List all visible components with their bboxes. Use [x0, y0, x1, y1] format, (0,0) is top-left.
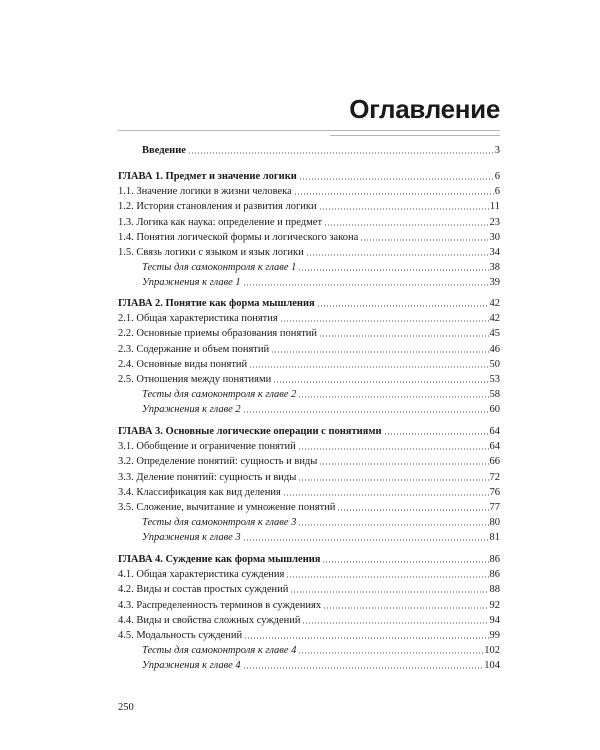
toc-section-1-2-page: 11	[489, 201, 500, 213]
dot-leader	[271, 341, 488, 353]
toc-exercise-2-7-title: Упражнения к главе 2	[142, 404, 241, 416]
dot-leader	[298, 386, 488, 398]
toc-section-1-3[interactable]	[118, 214, 500, 229]
toc-section-1-2[interactable]	[118, 198, 500, 213]
toc-section-1-1-title: 1.1. Значение логики в жизни человека	[118, 186, 292, 198]
dot-leader	[319, 198, 489, 210]
toc-section-1-5[interactable]	[118, 244, 500, 259]
toc-chapter-3[interactable]	[118, 423, 500, 438]
toc-exercise-3-6-title: Тесты для самоконтроля к главе 3	[142, 517, 297, 529]
dot-leader	[317, 295, 489, 307]
toc-chapter-1-page: 6	[494, 171, 500, 182]
dot-leader	[280, 310, 489, 322]
toc-exercise-3-7[interactable]	[118, 529, 500, 544]
toc-section-2-4[interactable]	[118, 356, 500, 371]
toc-section-3-3[interactable]	[118, 469, 500, 484]
toc-section-4-1-title: 4.1. Общая характеристика суждения	[118, 569, 285, 581]
toc-exercise-1-7[interactable]	[118, 274, 500, 289]
dot-leader	[384, 423, 489, 435]
toc-exercise-2-6[interactable]	[118, 386, 500, 401]
toc-exercise-4-6[interactable]	[118, 642, 500, 657]
toc-exercise-1-7-title: Упражнения к главе 1	[142, 277, 241, 289]
toc-section-4-1[interactable]	[118, 566, 500, 581]
toc-exercise-3-7-title: Упражнения к главе 3	[142, 532, 241, 544]
toc-section-2-1-page: 42	[489, 313, 500, 325]
dot-leader	[243, 274, 489, 286]
dot-leader	[319, 325, 488, 337]
toc-section-2-3-page: 46	[489, 343, 500, 355]
dot-leader	[319, 453, 488, 465]
toc-section-2-3[interactable]	[118, 341, 500, 356]
toc-section-3-4-page: 76	[489, 486, 500, 498]
toc-chapter-1-title: ГЛАВА 1. Предмет и значение логики	[118, 171, 297, 182]
toc-chapter-4-page: 86	[489, 554, 500, 565]
toc-section-2-5[interactable]	[118, 371, 500, 386]
toc-exercise-3-6-page: 80	[489, 517, 500, 529]
toc-exercise-4-6-title: Тесты для самоконтроля к главе 4	[142, 645, 297, 657]
toc-section-4-5-title: 4.5. Модальность суждений	[118, 630, 243, 641]
dot-leader	[298, 642, 483, 654]
page-number: 250	[118, 702, 134, 713]
dot-leader	[243, 657, 484, 669]
toc-section-4-4-page: 94	[489, 614, 500, 626]
dot-leader	[337, 499, 488, 511]
toc-section-4-2[interactable]	[118, 581, 500, 596]
toc-section-3-2-page: 66	[489, 456, 500, 468]
toc-exercise-2-6-page: 58	[489, 389, 500, 401]
toc-section-2-4-page: 50	[489, 358, 500, 370]
title-rule-short	[330, 135, 500, 136]
toc-section-2-2[interactable]	[118, 325, 500, 340]
toc-exercise-2-6-title: Тесты для самоконтроля к главе 2	[142, 389, 297, 401]
dot-leader	[188, 142, 494, 154]
toc-section-4-3-title: 4.3. Распределенность терминов в суждениях	[118, 599, 322, 611]
toc-section-4-4-title: 4.4. Виды и свойства сложных суждений	[118, 614, 301, 626]
toc-chapter-2[interactable]	[118, 295, 500, 310]
toc-section-4-2-page: 88	[489, 584, 500, 596]
toc-exercise-3-6[interactable]	[118, 514, 500, 529]
dot-leader	[244, 627, 488, 639]
dot-leader	[298, 514, 488, 526]
toc-section-2-1[interactable]	[118, 310, 500, 325]
dot-leader	[323, 597, 488, 609]
toc-section-4-2-title: 4.2. Виды и состав простых суждений	[118, 584, 289, 596]
dot-leader	[243, 529, 489, 541]
toc-section-1-5-page: 34	[489, 247, 500, 258]
toc-section-1-4-page: 30	[489, 231, 500, 243]
toc-section-1-3-page: 23	[489, 216, 500, 228]
toc-section-1-3-title: 1.3. Логика как наука: определение и предмет	[118, 216, 323, 228]
dot-leader	[324, 214, 488, 226]
toc-intro-title: Введение	[142, 145, 186, 156]
dot-leader	[290, 581, 488, 593]
toc-section-1-1[interactable]	[118, 183, 500, 198]
toc-section-3-5-page: 77	[489, 502, 500, 513]
dot-leader	[302, 612, 488, 624]
dot-leader	[299, 168, 494, 180]
toc-exercise-4-7-title: Упражнения к главе 4	[142, 660, 241, 672]
toc-section-3-4-title: 3.4. Классификация как вид деления	[118, 486, 281, 498]
dot-leader	[294, 183, 494, 195]
toc-exercise-3-7-page: 81	[489, 532, 500, 544]
dot-leader	[298, 469, 488, 481]
toc-chapter-4[interactable]	[118, 551, 500, 566]
toc-section-2-3-title: 2.3. Содержание и объем понятий	[118, 343, 270, 355]
toc-exercise-1-6[interactable]	[118, 259, 500, 274]
toc-section-3-2[interactable]	[118, 453, 500, 468]
toc-section-1-5-title: 1.5. Связь логики с языком и язык логики	[118, 247, 304, 258]
toc-exercise-2-7-page: 60	[489, 404, 500, 416]
dot-leader	[360, 229, 488, 241]
toc-section-3-2-title: 3.2. Определение понятий: сущность и виды	[118, 456, 318, 468]
page-title: Оглавление	[349, 94, 500, 124]
toc-section-1-4-title: 1.4. Понятия логической формы и логического закона	[118, 231, 359, 243]
toc-chapter-4-title: ГЛАВА 4. Суждение как форма мышления	[118, 554, 321, 565]
toc-chapter-3-page: 64	[489, 426, 500, 437]
toc-chapter-2-title: ГЛАВА 2. Понятие как форма мышления	[118, 298, 315, 309]
toc-exercise-4-7[interactable]	[118, 657, 500, 672]
dot-leader	[298, 259, 488, 271]
toc-section-2-2-page: 45	[489, 328, 500, 340]
toc-section-4-3-page: 92	[489, 599, 500, 611]
dot-leader	[249, 356, 488, 368]
toc-chapter-3-title: ГЛАВА 3. Основные логические операции с понятиями	[118, 426, 382, 437]
toc-section-1-1-page: 6	[494, 186, 500, 198]
toc-section-3-1-title: 3.1. Обобщение и ограничение понятий	[118, 441, 296, 453]
dot-leader	[243, 401, 489, 413]
toc-section-4-3[interactable]	[118, 597, 500, 612]
toc-chapter-1[interactable]	[118, 168, 500, 183]
toc-section-4-5[interactable]	[118, 627, 500, 642]
toc-section-2-5-title: 2.5. Отношения между понятиями	[118, 374, 272, 385]
toc-section-4-1-page: 86	[489, 569, 500, 581]
toc-section-3-1-page: 64	[489, 441, 500, 453]
dot-leader	[286, 566, 488, 578]
toc-section-3-3-title: 3.3. Деление понятий: сущность и виды	[118, 471, 297, 483]
toc-section-2-5-page: 53	[489, 374, 500, 385]
title-rule	[118, 130, 500, 131]
toc-exercise-1-6-page: 38	[489, 262, 500, 274]
toc-section-1-2-title: 1.2. История становления и развития логики	[118, 201, 317, 213]
toc-section-3-3-page: 72	[489, 471, 500, 483]
toc-section-1-4[interactable]	[118, 229, 500, 244]
toc-exercise-1-6-title: Тесты для самоконтроля к главе 1	[142, 262, 297, 274]
toc-exercise-4-6-page: 102	[484, 645, 500, 657]
toc-intro-page: 3	[494, 145, 500, 156]
toc-section-3-4[interactable]	[118, 484, 500, 499]
toc-section-2-2-title: 2.2. Основные приемы образования понятий	[118, 328, 318, 340]
dot-leader	[298, 438, 489, 450]
toc-section-4-5-page: 99	[489, 630, 500, 641]
dot-leader	[283, 484, 489, 496]
dot-leader	[322, 551, 488, 563]
dot-leader	[273, 371, 488, 383]
toc-section-3-1[interactable]	[118, 438, 500, 453]
toc-chapter-2-page: 42	[489, 298, 500, 309]
toc-exercise-2-7[interactable]	[118, 401, 500, 416]
toc-exercise-4-7-page: 104	[484, 660, 500, 672]
toc-exercise-1-7-page: 39	[489, 277, 500, 289]
toc-section-3-5-title: 3.5. Сложение, вычитание и умножение понятий	[118, 502, 336, 513]
toc-section-2-1-title: 2.1. Общая характеристика понятия	[118, 313, 278, 325]
toc-intro[interactable]	[118, 142, 500, 157]
toc-section-3-5[interactable]	[118, 499, 500, 514]
toc-section-2-4-title: 2.4. Основные виды понятий	[118, 358, 248, 370]
toc-section-4-4[interactable]	[118, 612, 500, 627]
dot-leader	[306, 244, 489, 256]
